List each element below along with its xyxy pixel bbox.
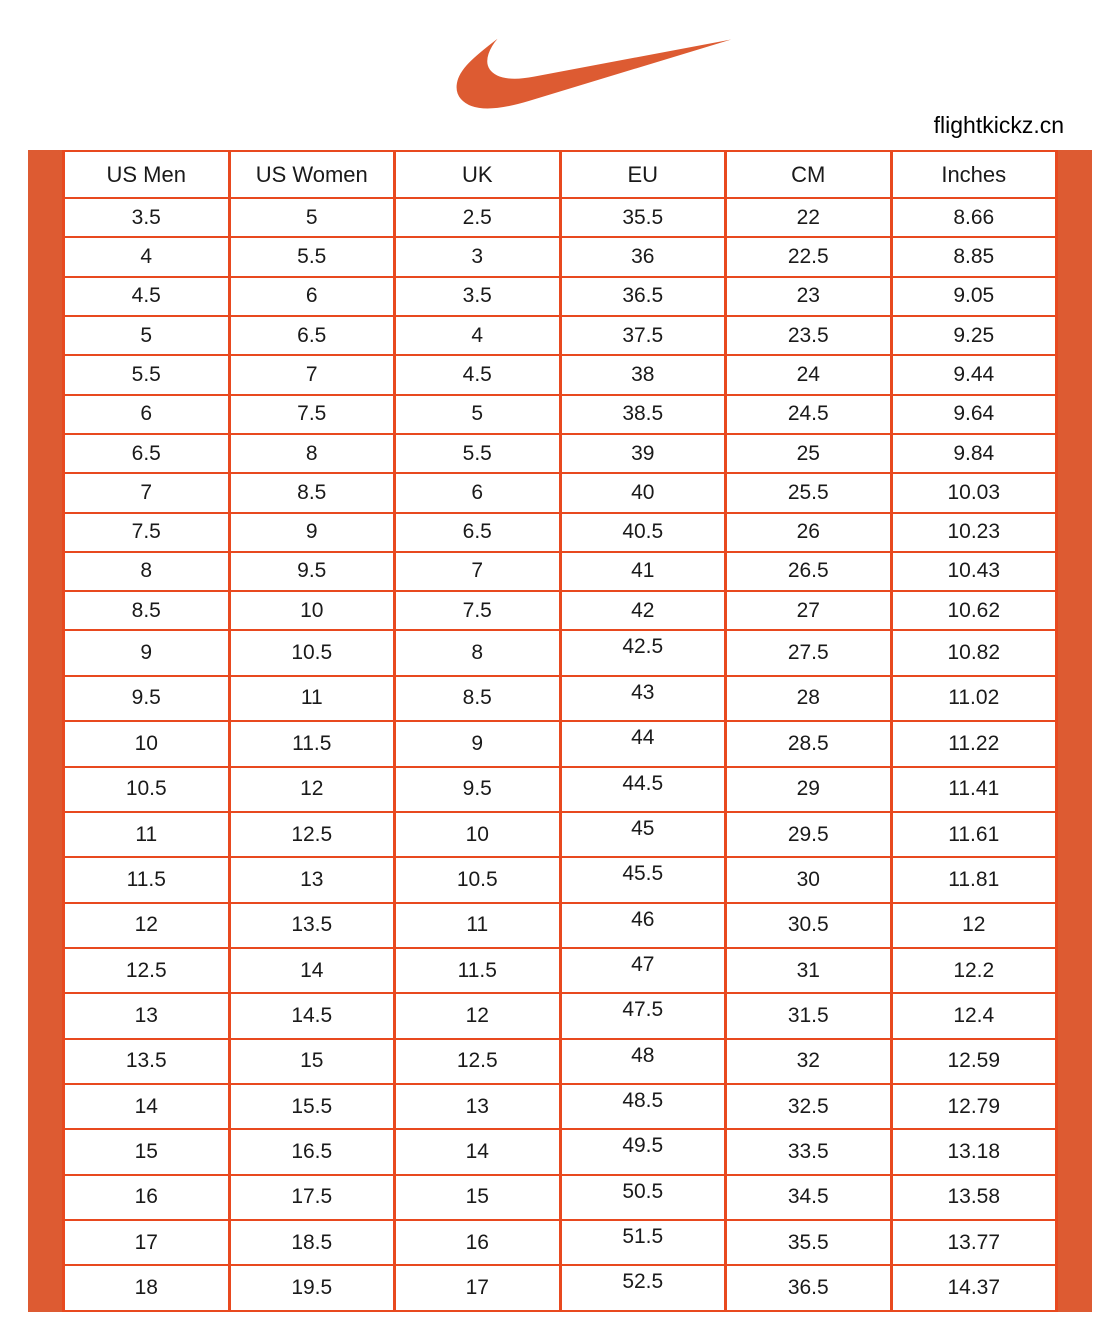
size-cell: 14 <box>229 948 395 993</box>
size-cell: 13.18 <box>891 1129 1057 1174</box>
size-cell: 11.81 <box>891 857 1057 902</box>
size-cell: 11.61 <box>891 812 1057 857</box>
size-cell: 8.66 <box>891 198 1057 237</box>
size-cell: 7.5 <box>395 591 561 630</box>
brand-url: flightkickz.cn <box>933 112 1064 138</box>
size-cell: 36.5 <box>726 1265 892 1311</box>
size-cell: 26.5 <box>726 552 892 591</box>
size-cell: 18.5 <box>229 1220 395 1265</box>
column-header: UK <box>395 151 561 198</box>
size-cell: 18 <box>64 1265 230 1311</box>
size-cell: 29 <box>726 767 892 812</box>
size-cell: 12.2 <box>891 948 1057 993</box>
table-row <box>64 591 1057 630</box>
size-cell: 10.43 <box>891 552 1057 591</box>
size-cell: 9.05 <box>891 277 1057 316</box>
size-cell: 46 <box>560 903 726 948</box>
size-cell: 37.5 <box>560 316 726 355</box>
size-cell: 11.22 <box>891 721 1057 766</box>
size-cell: 50.5 <box>560 1175 726 1220</box>
table-row <box>64 434 1057 473</box>
size-cell: 26 <box>726 513 892 552</box>
table-row <box>64 948 1057 993</box>
size-cell: 7 <box>64 473 230 512</box>
size-cell: 11.5 <box>229 721 395 766</box>
size-cell: 10.82 <box>891 630 1057 675</box>
size-cell: 39 <box>560 434 726 473</box>
size-cell: 14.37 <box>891 1265 1057 1311</box>
size-cell: 32.5 <box>726 1084 892 1129</box>
size-cell: 14 <box>64 1084 230 1129</box>
size-cell: 6.5 <box>395 513 561 552</box>
size-cell: 7.5 <box>229 395 395 434</box>
size-cell: 4.5 <box>395 355 561 394</box>
size-cell: 9.5 <box>64 676 230 721</box>
size-cell: 41 <box>560 552 726 591</box>
size-cell: 14.5 <box>229 993 395 1038</box>
size-cell: 44 <box>560 721 726 766</box>
size-cell: 11 <box>64 812 230 857</box>
size-cell: 52.5 <box>560 1265 726 1311</box>
size-cell: 10.5 <box>395 857 561 902</box>
size-cell: 16.5 <box>229 1129 395 1174</box>
left-accent-bar <box>28 150 62 1312</box>
size-cell: 11 <box>229 676 395 721</box>
size-cell: 15 <box>64 1129 230 1174</box>
size-cell: 36.5 <box>560 277 726 316</box>
size-cell: 16 <box>395 1220 561 1265</box>
size-cell: 48 <box>560 1039 726 1084</box>
size-cell: 6 <box>64 395 230 434</box>
size-cell: 17.5 <box>229 1175 395 1220</box>
size-cell: 9 <box>64 630 230 675</box>
size-cell: 30 <box>726 857 892 902</box>
size-cell: 29.5 <box>726 812 892 857</box>
size-cell: 13.77 <box>891 1220 1057 1265</box>
size-cell: 11.5 <box>395 948 561 993</box>
table-row <box>64 237 1057 276</box>
size-cell: 51.5 <box>560 1220 726 1265</box>
table-row <box>64 767 1057 812</box>
size-cell: 5.5 <box>395 434 561 473</box>
size-cell: 42.5 <box>560 630 726 675</box>
size-cell: 15.5 <box>229 1084 395 1129</box>
size-cell: 14 <box>395 1129 561 1174</box>
table-row <box>64 1175 1057 1220</box>
size-cell: 35.5 <box>726 1220 892 1265</box>
size-cell: 33.5 <box>726 1129 892 1174</box>
size-cell: 5.5 <box>64 355 230 394</box>
size-cell: 10.5 <box>229 630 395 675</box>
table-row <box>64 857 1057 902</box>
size-cell: 10.23 <box>891 513 1057 552</box>
brand-header <box>0 0 1100 150</box>
column-header: US Women <box>229 151 395 198</box>
size-cell: 44.5 <box>560 767 726 812</box>
size-cell: 9.44 <box>891 355 1057 394</box>
size-cell: 36 <box>560 237 726 276</box>
table-row <box>64 1039 1057 1084</box>
size-cell: 12.5 <box>64 948 230 993</box>
size-cell: 34.5 <box>726 1175 892 1220</box>
table-row <box>64 277 1057 316</box>
size-cell: 11.41 <box>891 767 1057 812</box>
column-header: CM <box>726 151 892 198</box>
table-row <box>64 993 1057 1038</box>
size-cell: 17 <box>395 1265 561 1311</box>
size-cell: 5 <box>229 198 395 237</box>
size-cell: 38.5 <box>560 395 726 434</box>
size-cell: 45 <box>560 812 726 857</box>
size-cell: 49.5 <box>560 1129 726 1174</box>
size-cell: 11.5 <box>64 857 230 902</box>
size-cell: 13.58 <box>891 1175 1057 1220</box>
size-cell: 12.79 <box>891 1084 1057 1129</box>
size-cell: 7 <box>229 355 395 394</box>
size-cell: 32 <box>726 1039 892 1084</box>
size-cell: 9.84 <box>891 434 1057 473</box>
size-cell: 11 <box>395 903 561 948</box>
size-cell: 15 <box>395 1175 561 1220</box>
size-cell: 8 <box>64 552 230 591</box>
size-cell: 5 <box>395 395 561 434</box>
table-body <box>64 198 1057 1311</box>
size-cell: 4 <box>395 316 561 355</box>
size-cell: 28 <box>726 676 892 721</box>
size-cell: 5 <box>64 316 230 355</box>
size-cell: 35.5 <box>560 198 726 237</box>
size-table <box>62 150 1058 1312</box>
table-row <box>64 812 1057 857</box>
size-cell: 10.62 <box>891 591 1057 630</box>
size-cell: 47.5 <box>560 993 726 1038</box>
header-row <box>64 151 1057 198</box>
nike-swoosh-icon <box>455 28 733 120</box>
size-cell: 22 <box>726 198 892 237</box>
size-cell: 12 <box>229 767 395 812</box>
column-header: EU <box>560 151 726 198</box>
table-row <box>64 1265 1057 1311</box>
size-cell: 6.5 <box>64 434 230 473</box>
column-header: Inches <box>891 151 1057 198</box>
size-cell: 42 <box>560 591 726 630</box>
table-row <box>64 1084 1057 1129</box>
size-cell: 23.5 <box>726 316 892 355</box>
size-cell: 8 <box>229 434 395 473</box>
size-cell: 31.5 <box>726 993 892 1038</box>
size-cell: 10 <box>395 812 561 857</box>
size-cell: 47 <box>560 948 726 993</box>
table-row <box>64 721 1057 766</box>
size-cell: 4.5 <box>64 277 230 316</box>
size-cell: 25 <box>726 434 892 473</box>
size-cell: 13 <box>64 993 230 1038</box>
size-cell: 6 <box>229 277 395 316</box>
size-cell: 12 <box>395 993 561 1038</box>
size-cell: 5.5 <box>229 237 395 276</box>
table-row <box>64 395 1057 434</box>
size-cell: 25.5 <box>726 473 892 512</box>
size-cell: 3.5 <box>64 198 230 237</box>
size-cell: 6 <box>395 473 561 512</box>
size-cell: 12.5 <box>229 812 395 857</box>
size-cell: 23 <box>726 277 892 316</box>
table-row <box>64 198 1057 237</box>
table-row <box>64 676 1057 721</box>
size-cell: 22.5 <box>726 237 892 276</box>
size-cell: 48.5 <box>560 1084 726 1129</box>
size-cell: 8.85 <box>891 237 1057 276</box>
size-cell: 38 <box>560 355 726 394</box>
table-row <box>64 473 1057 512</box>
size-cell: 11.02 <box>891 676 1057 721</box>
size-cell: 8.5 <box>395 676 561 721</box>
size-cell: 13 <box>395 1084 561 1129</box>
size-cell: 19.5 <box>229 1265 395 1311</box>
size-cell: 8 <box>395 630 561 675</box>
right-accent-bar <box>1058 150 1092 1312</box>
size-cell: 9 <box>229 513 395 552</box>
table-row <box>64 513 1057 552</box>
size-cell: 7 <box>395 552 561 591</box>
size-cell: 7.5 <box>64 513 230 552</box>
size-cell: 4 <box>64 237 230 276</box>
size-cell: 9.5 <box>229 552 395 591</box>
table-row <box>64 903 1057 948</box>
size-cell: 3.5 <box>395 277 561 316</box>
size-cell: 45.5 <box>560 857 726 902</box>
size-cell: 13 <box>229 857 395 902</box>
size-cell: 40 <box>560 473 726 512</box>
size-cell: 12.4 <box>891 993 1057 1038</box>
size-cell: 8.5 <box>229 473 395 512</box>
size-cell: 2.5 <box>395 198 561 237</box>
size-cell: 27 <box>726 591 892 630</box>
table-row <box>64 355 1057 394</box>
size-cell: 6.5 <box>229 316 395 355</box>
size-cell: 24 <box>726 355 892 394</box>
size-cell: 15 <box>229 1039 395 1084</box>
size-cell: 12.5 <box>395 1039 561 1084</box>
size-cell: 13.5 <box>229 903 395 948</box>
size-cell: 43 <box>560 676 726 721</box>
table-row <box>64 1129 1057 1174</box>
size-cell: 10 <box>229 591 395 630</box>
table-row <box>64 630 1057 675</box>
size-cell: 9 <box>395 721 561 766</box>
size-cell: 27.5 <box>726 630 892 675</box>
table-head <box>64 151 1057 198</box>
size-cell: 9.25 <box>891 316 1057 355</box>
size-cell: 13.5 <box>64 1039 230 1084</box>
size-chart <box>28 150 1092 1312</box>
table-row <box>64 316 1057 355</box>
table-row <box>64 1220 1057 1265</box>
size-cell: 30.5 <box>726 903 892 948</box>
size-cell: 12 <box>891 903 1057 948</box>
size-cell: 10.03 <box>891 473 1057 512</box>
size-cell: 8.5 <box>64 591 230 630</box>
size-cell: 16 <box>64 1175 230 1220</box>
size-cell: 17 <box>64 1220 230 1265</box>
size-cell: 24.5 <box>726 395 892 434</box>
column-header: US Men <box>64 151 230 198</box>
size-cell: 12 <box>64 903 230 948</box>
size-cell: 3 <box>395 237 561 276</box>
size-cell: 12.59 <box>891 1039 1057 1084</box>
size-cell: 9.64 <box>891 395 1057 434</box>
table-row <box>64 552 1057 591</box>
size-cell: 10.5 <box>64 767 230 812</box>
size-cell: 40.5 <box>560 513 726 552</box>
size-cell: 10 <box>64 721 230 766</box>
size-cell: 9.5 <box>395 767 561 812</box>
size-cell: 28.5 <box>726 721 892 766</box>
size-cell: 31 <box>726 948 892 993</box>
